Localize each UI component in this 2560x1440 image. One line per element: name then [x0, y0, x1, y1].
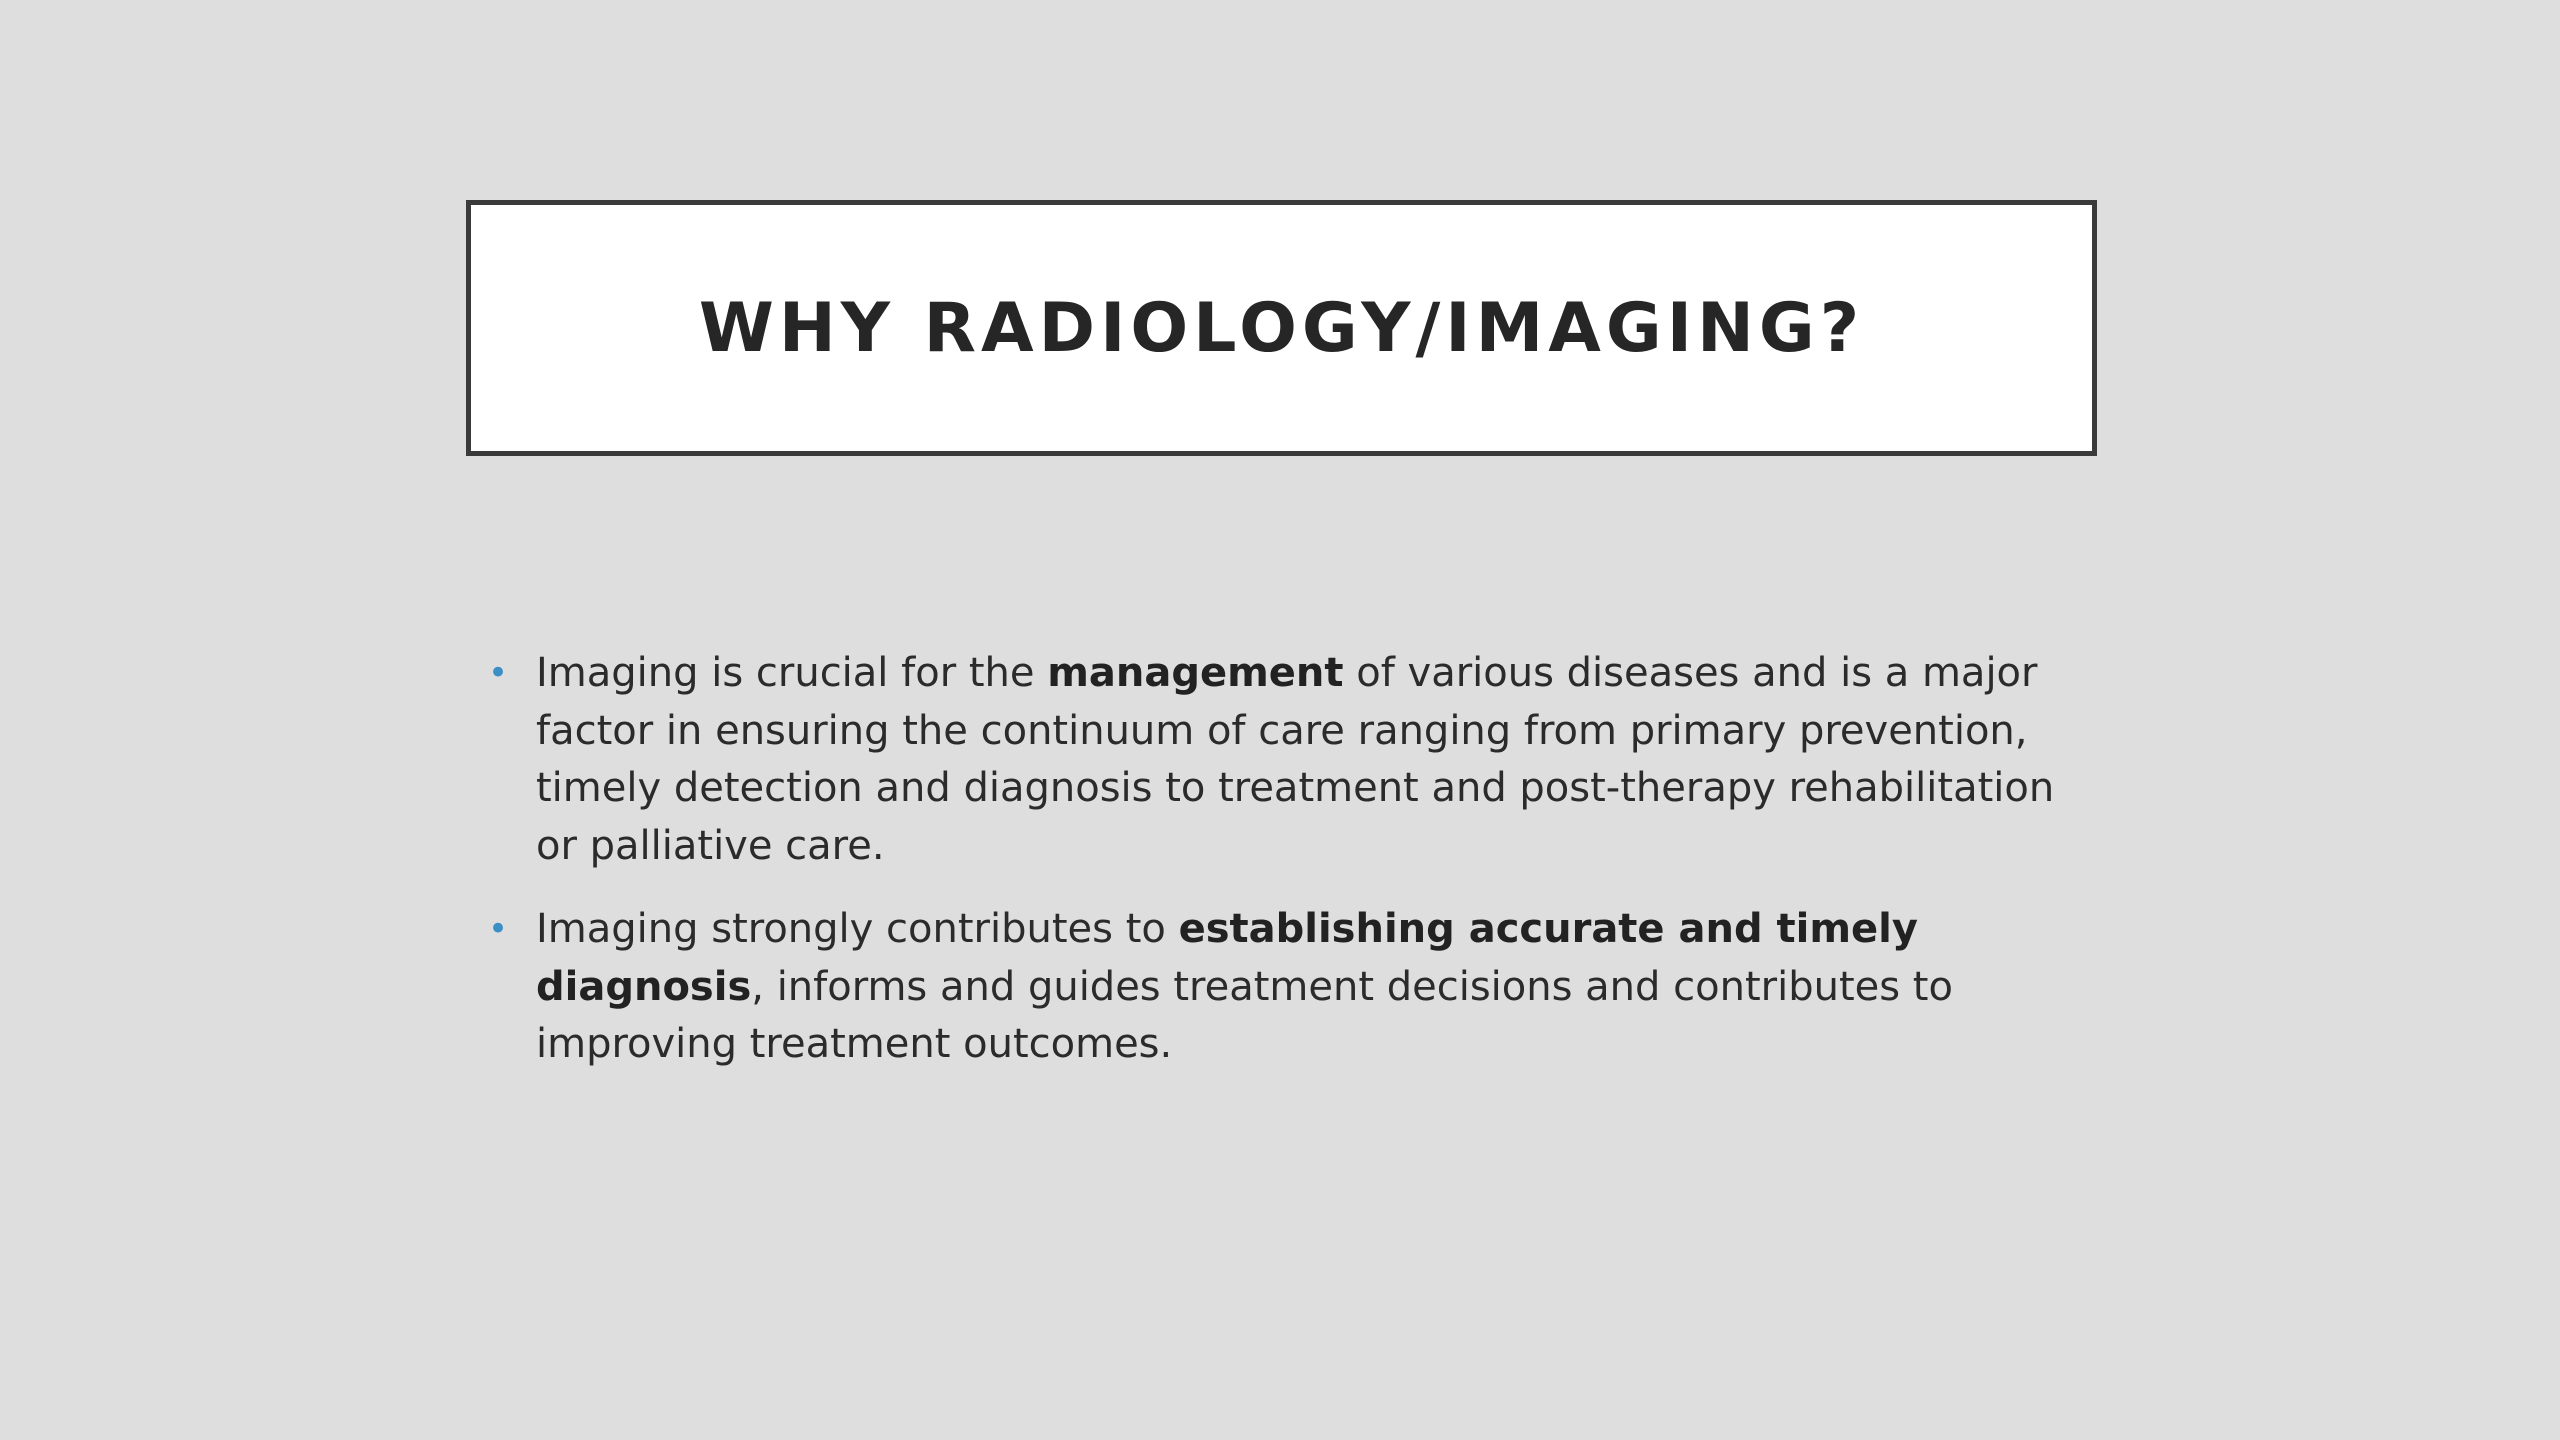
- bullet-item: [484, 645, 2104, 875]
- bullet-text: [536, 650, 2054, 869]
- bullet-dot-icon: •: [488, 653, 509, 693]
- bullet-item: [484, 901, 2104, 1074]
- bullet-text-normal: Imaging strongly contributes to: [536, 906, 1179, 952]
- bullet-dot-icon: •: [488, 909, 509, 949]
- bullet-text-bold: establishing accurate and timely diagnosis: [536, 906, 1918, 1010]
- title-box: [466, 200, 2097, 456]
- bullet-list: [484, 645, 2104, 1074]
- bullet-text-normal: , informs and guides treatment decisions and contributes to improving treatment outcomes.: [536, 963, 1953, 1067]
- bullet-text-bold: management: [1047, 650, 1344, 696]
- bullet-text-normal: Imaging is crucial for the: [536, 650, 1048, 696]
- slide-title: WHY RADIOLOGY/IMAGING?: [698, 288, 1865, 368]
- bullet-text: [536, 906, 1953, 1067]
- bullet-text-normal: of various diseases and is a major factor in ensuring the continuum of care ranging from primary prevention, timely detection and diagnosis to treatment and post-therapy rehabilitation or palliative care.: [536, 650, 2055, 869]
